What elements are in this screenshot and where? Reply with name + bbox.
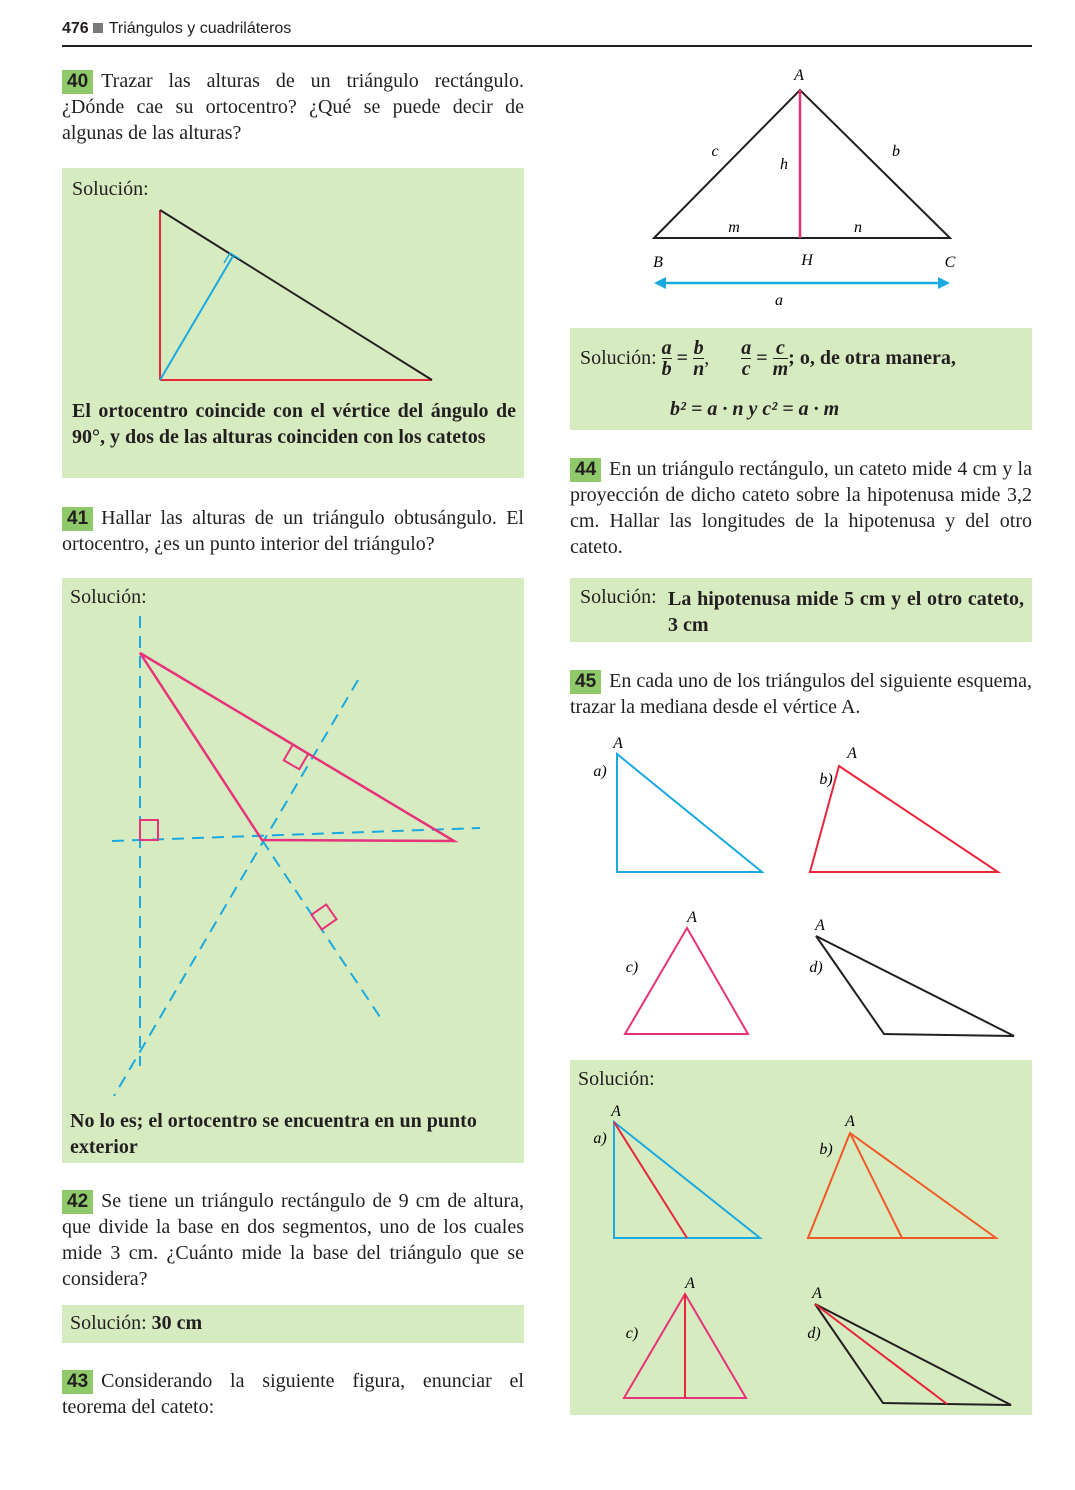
problem-45 <box>570 668 1032 720</box>
solution-box-43 <box>570 328 1032 430</box>
solution-box-41 <box>62 578 524 1163</box>
vertex-label-A: A <box>685 1275 695 1292</box>
right-angle-mark <box>311 904 336 929</box>
label-c: c <box>711 143 719 160</box>
header-square-icon <box>93 23 103 33</box>
problem-text: En un triángulo rectángulo, un cateto mide 4 cm y la proyección de dicho cateto sobre la hipotenusa mide 3,2 cm. Hallar las longitudes de la hipotenusa y del otro cateto. <box>570 458 1032 558</box>
label-b: b <box>892 143 900 160</box>
solution-text: La hipotenusa mide 5 cm y el otro cateto, 3 cm <box>668 588 1024 636</box>
solution-line-1: Solución: $\frac{a}{b}$ = $\frac{b}{n}$ , $\frac{a}{c}$ = $\frac{c}{m}$ ; o, de otra manera, <box>580 337 956 380</box>
solution-label: Solución: <box>578 1068 655 1090</box>
section-title: Triángulos y cuadriláteros <box>108 20 292 37</box>
vertex-label-A: A <box>613 735 623 752</box>
problem-number: 40 <box>62 70 93 94</box>
solution-label: Solución: <box>70 586 147 608</box>
solution-text: No lo es; el ortocentro se encuentra en un punto exterior <box>70 1110 477 1158</box>
arrow-right-icon <box>938 277 950 289</box>
item-label-b: b) <box>819 1141 833 1158</box>
item-label-c: c) <box>625 1325 639 1342</box>
vertex-label-A: A <box>845 1113 855 1130</box>
label-n: n <box>854 219 862 236</box>
solution-text: 30 cm <box>151 1312 203 1334</box>
solution-label: Solución: <box>72 178 149 200</box>
triangle-d <box>815 1304 1011 1405</box>
triangles-figure <box>570 730 1032 1050</box>
running-header <box>62 20 291 38</box>
solution-line-2: b² = a · n y c² = a · m <box>670 398 840 420</box>
triangle-a <box>614 1122 760 1238</box>
median-b <box>850 1133 902 1238</box>
fraction-a-b: $\frac{a}{b}$ <box>661 337 672 380</box>
label-A: A <box>794 67 804 84</box>
vertex-label-A: A <box>847 745 857 762</box>
altura-hipotenusa <box>160 256 233 380</box>
triangle-a <box>617 754 762 872</box>
medians-figure <box>570 1060 1032 1415</box>
right-angle-mark <box>284 745 309 770</box>
problem-41 <box>62 505 524 557</box>
problem-text: Considerando la siguiente figura, enunciar el teorema del cateto: <box>62 1370 524 1418</box>
solution-label: Solución: <box>580 586 657 608</box>
vertex-label-A: A <box>815 917 825 934</box>
triangle-d <box>816 936 1014 1036</box>
problem-text: Se tiene un triángulo rectángulo de 9 cm de altura, que divide la base en dos segmentos, uno de los cuales mide 3 cm. ¿Cuánto mide la base del triángulo que se considera? <box>62 1190 524 1290</box>
problem-number: 42 <box>62 1190 93 1214</box>
header-rule <box>62 45 1032 47</box>
item-label-a: a) <box>593 763 607 780</box>
solution-suffix: ; o, de otra manera, <box>788 347 956 369</box>
problem-number: 43 <box>62 1370 93 1394</box>
triangle-b <box>810 766 998 872</box>
problem-43 <box>62 1368 524 1420</box>
arrow-left-icon <box>654 277 666 289</box>
problem-42 <box>62 1188 524 1292</box>
problem-text: En cada uno de los triángulos del siguiente esquema, trazar la mediana desde el vértice A. <box>570 670 1032 718</box>
fraction-a-c: $\frac{a}{c}$ <box>741 337 752 380</box>
problem-number: 45 <box>570 670 601 694</box>
cateto-theorem-figure <box>570 60 1032 320</box>
item-label-a: a) <box>593 1130 607 1147</box>
hipotenusa <box>160 210 432 380</box>
vertex-label-A: A <box>812 1285 822 1302</box>
solution-box-42 <box>62 1305 524 1343</box>
triangle-c <box>625 928 748 1034</box>
problem-number: 44 <box>570 458 601 482</box>
problem-number: 41 <box>62 507 93 531</box>
solution-text: El ortocentro coincide con el vértice del ángulo de 90°, y dos de las alturas coinciden con los catetos <box>72 400 516 448</box>
solution-box-45 <box>570 1060 1032 1415</box>
item-label-d: d) <box>807 1325 821 1342</box>
problem-text: Hallar las alturas de un triángulo obtusángulo. El ortocentro, ¿es un punto interior del triángulo? <box>62 507 524 555</box>
label-a: a <box>775 292 783 309</box>
label-h: h <box>780 156 788 173</box>
label-C: C <box>944 254 956 271</box>
median-a <box>614 1122 687 1238</box>
vertex-label-A: A <box>611 1103 621 1120</box>
solution-label: Solución: <box>70 1312 147 1334</box>
label-m: m <box>728 219 740 236</box>
item-label-c: c) <box>625 959 639 976</box>
fraction-b-n: $\frac{b}{n}$ <box>693 337 705 380</box>
label-B: B <box>653 254 663 271</box>
solution-label: Solución: <box>580 347 657 369</box>
vertex-label-A: A <box>687 909 697 926</box>
solution-box-40 <box>62 168 524 478</box>
page-number: 476 <box>62 20 89 37</box>
problem-40 <box>62 68 524 146</box>
solution-box-44 <box>570 578 1032 642</box>
problem-44 <box>570 456 1032 560</box>
solution-line <box>70 1312 202 1335</box>
triangle-b <box>808 1133 996 1238</box>
median-d <box>815 1304 947 1404</box>
label-H: H <box>801 252 813 269</box>
fraction-c-m: $\frac{c}{m}$ <box>772 337 789 380</box>
problem-text: Trazar las alturas de un triángulo rectángulo. ¿Dónde cae su ortocentro? ¿Qué se puede decir de algunas de las alturas? <box>62 70 524 144</box>
right-angle-mark <box>140 820 158 840</box>
obtuse-triangle-figure <box>62 578 524 1163</box>
altura-3 <box>114 680 358 1096</box>
item-label-d: d) <box>809 959 823 976</box>
item-label-b: b) <box>819 771 833 788</box>
triangle-ABC <box>654 90 950 238</box>
